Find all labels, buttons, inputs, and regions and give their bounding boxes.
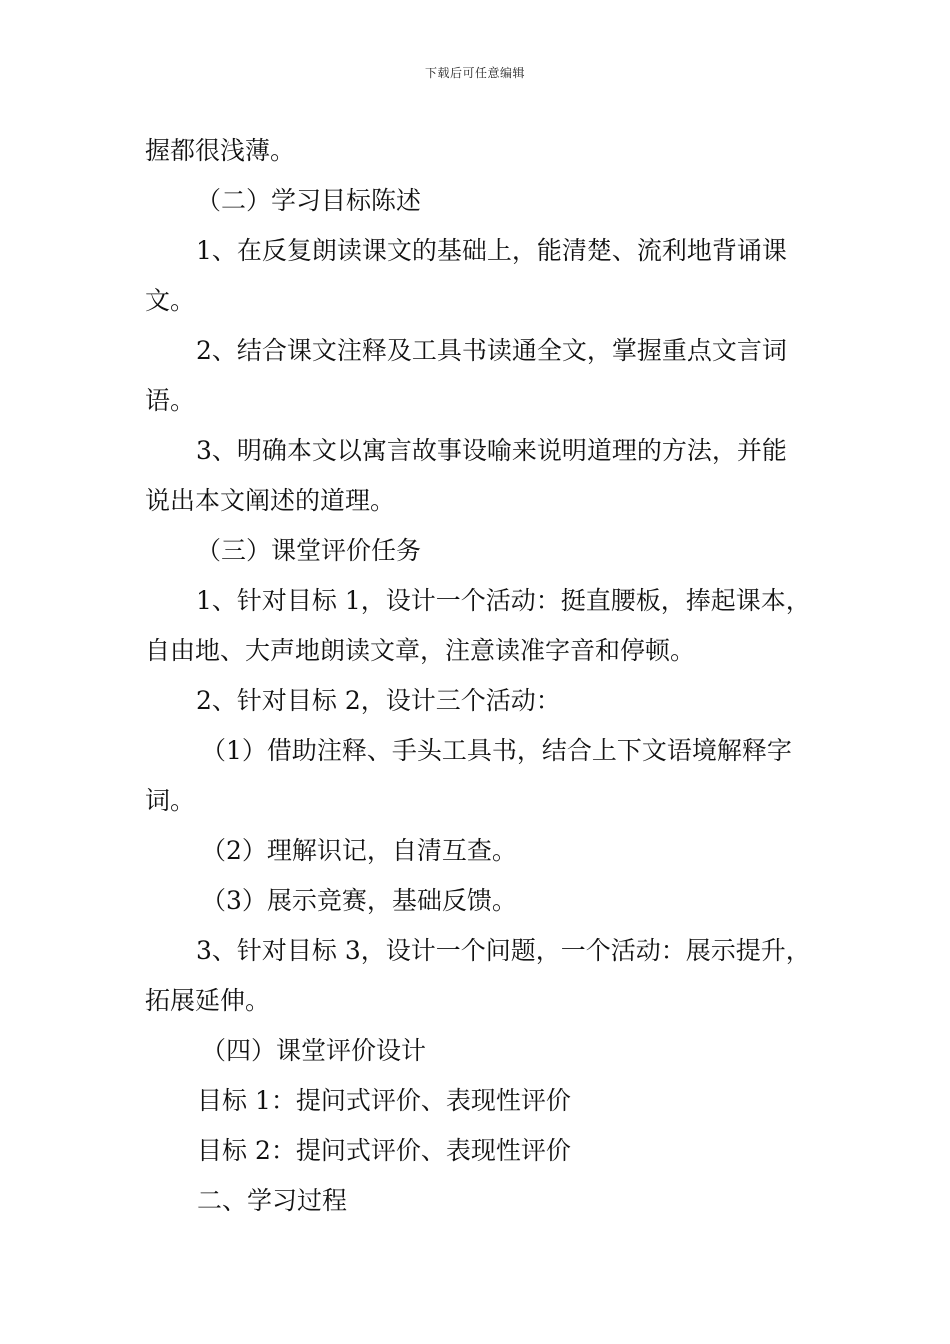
section-heading: 二、学习过程 [197, 1186, 348, 1215]
section-heading: （二）学习目标陈述 [196, 186, 422, 215]
section-heading: （三）课堂评价任务 [196, 536, 422, 565]
paragraph-line: 握都很浅薄。 [145, 136, 296, 165]
paragraph-line: 1、针对目标 1，设计一个活动：挺直腰板，捧起课本， [196, 586, 811, 615]
paragraph-line: 目标 1：提问式评价、表现性评价 [197, 1086, 571, 1115]
paragraph-line: 自由地、大声地朗读文章，注意读准字音和停顿。 [145, 636, 696, 665]
paragraph-line: （1）借助注释、手头工具书，结合上下文语境解释字 [201, 736, 792, 765]
page-header: 下载后可任意编辑 [424, 66, 525, 80]
paragraph-line: 2、结合课文注释及工具书读通全文，掌握重点文言词 [196, 336, 787, 365]
paragraph-line: （3）展示竞赛，基础反馈。 [201, 886, 517, 915]
paragraph-line: 说出本文阐述的道理。 [145, 486, 396, 515]
paragraph-line: 3、针对目标 3，设计一个问题，一个活动：展示提升， [196, 936, 811, 965]
paragraph-line: 3、明确本文以寓言故事设喻来说明道理的方法，并能 [196, 436, 787, 465]
paragraph-line: 词。 [145, 786, 196, 815]
paragraph-line: （2）理解识记，自清互查。 [201, 836, 517, 865]
paragraph-line: 2、针对目标 2，设计三个活动： [196, 686, 561, 715]
paragraph-line: 文。 [145, 286, 196, 315]
section-heading: （四）课堂评价设计 [201, 1036, 427, 1065]
document-body [145, 126, 825, 1226]
paragraph-line: 目标 2：提问式评价、表现性评价 [197, 1136, 571, 1165]
paragraph-line: 语。 [145, 386, 196, 415]
paragraph-line: 拓展延伸。 [145, 986, 271, 1015]
paragraph-line: 1、在反复朗读课文的基础上，能清楚、流利地背诵课 [196, 236, 787, 265]
